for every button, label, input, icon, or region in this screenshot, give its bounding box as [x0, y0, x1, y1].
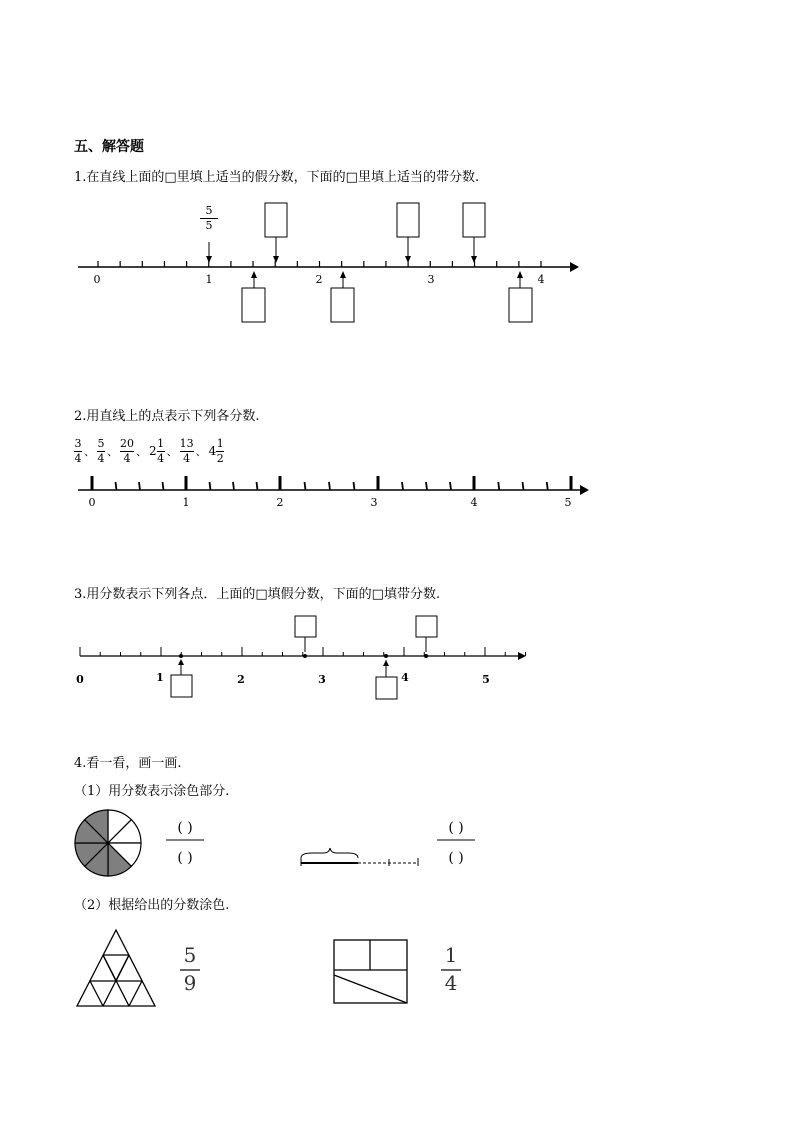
- q2-fraction-numerator: 1: [216, 436, 224, 450]
- q4-rectangle-figure[interactable]: [334, 940, 407, 1003]
- q1-tick-label-4: 4: [537, 273, 545, 286]
- q2-tick-label-1: 1: [182, 496, 190, 509]
- q3-tick-label-5: 5: [482, 673, 490, 686]
- q4-fraction-1-4: [441, 943, 461, 995]
- q1-tick-label-0: 0: [93, 273, 101, 286]
- q2-fraction-numerator: 13: [179, 436, 194, 450]
- q4-blank-fraction-2[interactable]: [437, 820, 475, 866]
- q4-blank-denominator-1[interactable]: ( ): [177, 850, 193, 866]
- q2-fraction-denominator: 4: [97, 451, 105, 465]
- q1-question-text: 1.在直线上面的□里填上适当的假分数，下面的□里填上适当的带分数.: [74, 170, 480, 185]
- q4-frac-b-num: 1: [444, 943, 458, 967]
- q2-separator: 、: [136, 445, 147, 458]
- q4-segment-figure: [301, 848, 418, 866]
- q2-fraction-denominator: 4: [74, 451, 82, 465]
- q2-fraction-whole: 2: [149, 444, 157, 458]
- q3-tick-label-2: 2: [237, 673, 245, 686]
- q2-fraction-denominator: 2: [216, 451, 224, 465]
- q3-tick-label-4: 4: [401, 671, 409, 684]
- q2-fraction-numerator: 1: [157, 436, 165, 450]
- q2-question-text: 2.用直线上的点表示下列各分数.: [74, 409, 260, 424]
- q4-blank-fraction-1[interactable]: [166, 820, 204, 866]
- q1-tick-label-2: 2: [315, 273, 323, 286]
- q4-blank-numerator-1[interactable]: ( ): [177, 820, 193, 836]
- q4-frac-a-den: 9: [183, 971, 197, 995]
- q4-triangle-grid[interactable]: [77, 930, 155, 1006]
- q2-tick-label-0: 0: [88, 496, 96, 509]
- brace-icon: [301, 848, 358, 858]
- q4-frac-b-den: 4: [444, 971, 458, 995]
- q2-fraction-whole: 4: [208, 444, 217, 458]
- q2-fraction-numerator: 5: [97, 436, 105, 450]
- q1-tick-label-3: 3: [427, 273, 435, 286]
- q4-part1-text: （1）用分数表示涂色部分.: [74, 784, 230, 799]
- q4-blank-denominator-2[interactable]: ( ): [448, 850, 464, 866]
- q2-fraction-denominator: 4: [183, 451, 191, 465]
- q4-fraction-5-9: [180, 943, 200, 995]
- q2-tick-label-3: 3: [370, 496, 378, 509]
- q3-tick-label-1: 1: [156, 671, 164, 684]
- q2-fraction-denominator: 4: [157, 451, 165, 465]
- q2-fraction-denominator: 4: [123, 451, 131, 465]
- q3-tick-label-3: 3: [318, 673, 326, 686]
- q2-tick-label-2: 2: [276, 496, 284, 509]
- q1-tick-label-1: 1: [205, 273, 213, 286]
- q2-fraction-numerator: 20: [120, 436, 134, 450]
- q4-frac-a-num: 5: [183, 943, 197, 967]
- q2-separator: 、: [166, 445, 178, 458]
- q2-separator: 、: [84, 445, 95, 458]
- q3-question-text: 3.用分数表示下列各点．上面的□填假分数，下面的□填带分数.: [74, 587, 441, 602]
- q2-fraction-numerator: 3: [74, 436, 82, 450]
- q2-separator: 、: [195, 445, 207, 458]
- q1-example-numerator: 5: [205, 204, 213, 217]
- q2-tick-label-4: 4: [470, 496, 478, 509]
- section-title: 五、解答题: [74, 139, 144, 155]
- q4-part2-text: （2）根据给出的分数涂色.: [74, 898, 230, 913]
- q2-tick-label-5: 5: [564, 496, 572, 509]
- q1-example-denominator: 5: [205, 219, 213, 232]
- q4-blank-numerator-2[interactable]: ( ): [448, 820, 464, 836]
- q3-tick-label-0: 0: [76, 673, 84, 686]
- q4-shaded-circle: [75, 810, 141, 876]
- q4-question-text: 4.看一看，画一画.: [74, 756, 182, 771]
- q2-separator: 、: [107, 445, 118, 458]
